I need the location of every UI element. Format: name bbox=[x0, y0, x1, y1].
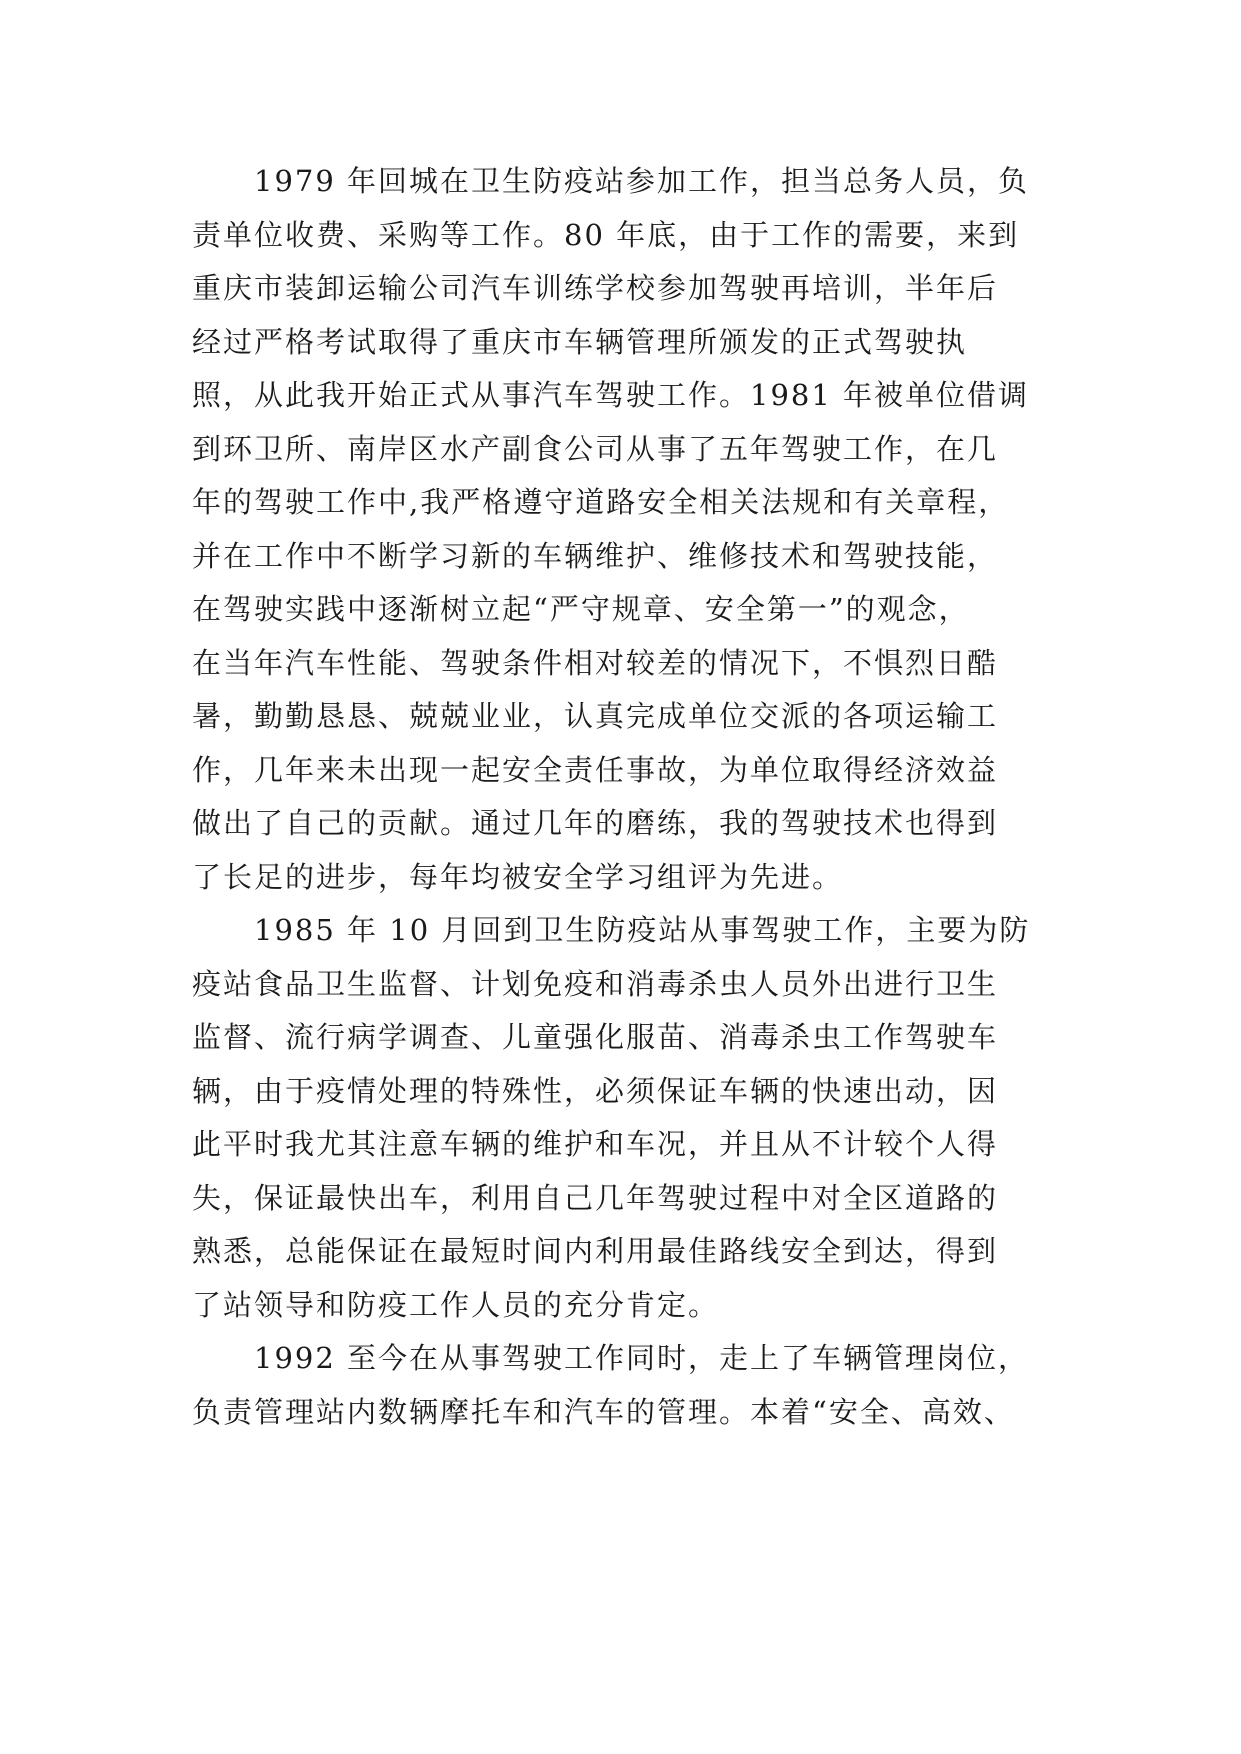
text-line: 照，从此我开始正式从事汽车驾驶工作。1981 年被单位借调 bbox=[192, 378, 1030, 412]
text-line: 到环卫所、南岸区水产副食公司从事了五年驾驶工作，在几 bbox=[192, 431, 999, 466]
text-line: 在驾驶实践中逐渐树立起“严守规章、安全第一”的观念， bbox=[192, 592, 970, 626]
text-line: 责单位收费、采购等工作。80 年底，由于工作的需要，来到 bbox=[192, 217, 1020, 252]
text-line: 年的驾驶工作中,我严格遵守道路安全相关法规和有关章程， bbox=[192, 485, 1010, 519]
text-line: 1992 至今在从事驾驶工作同时，走上了车辆管理岗位， bbox=[254, 1341, 1030, 1375]
text-line: 1985 年 10 月回到卫生防疫站从事驾驶工作，主要为防 bbox=[254, 913, 1031, 947]
text-line: 熟悉，总能保证在最短时间内利用最佳路线安全到达，得到 bbox=[192, 1234, 999, 1268]
text-line: 经过严格考试取得了重庆市车辆管理所颁发的正式驾驶执 bbox=[192, 324, 968, 359]
text-line: 辆，由于疫情处理的特殊性，必须保证车辆的快速出动，因 bbox=[192, 1073, 999, 1108]
text-line: 做出了自己的贡献。通过几年的磨练，我的驾驶技术也得到 bbox=[192, 806, 999, 840]
paragraph-1 bbox=[192, 155, 1068, 904]
paragraph-2 bbox=[192, 904, 1068, 1332]
text-line: 此平时我尤其注意车辆的维护和车况，并且从不计较个人得 bbox=[192, 1127, 999, 1161]
text-line: 暑，勤勤恳恳、兢兢业业，认真完成单位交派的各项运输工 bbox=[192, 699, 999, 733]
text-line: 作，几年来未出现一起安全责任事故，为单位取得经济效益 bbox=[192, 752, 999, 787]
text-line: 监督、流行病学调查、儿童强化服苗、消毒杀虫工作驾驶车 bbox=[192, 1020, 999, 1054]
text-line: 失，保证最快出车，利用自己几年驾驶过程中对全区道路的 bbox=[192, 1180, 999, 1215]
text-line: 负责管理站内数辆摩托车和汽车的管理。本着“安全、高效、 bbox=[192, 1394, 1015, 1429]
text-line: 重庆市装卸运输公司汽车训练学校参加驾驶再培训，半年后 bbox=[192, 271, 999, 305]
body-text bbox=[192, 155, 1068, 1439]
text-line: 疫站食品卫生监督、计划免疫和消毒杀虫人员外出进行卫生 bbox=[192, 966, 999, 1001]
text-line: 1979 年回城在卫生防疫站参加工作，担当总务人员，负 bbox=[254, 164, 1030, 198]
paragraph-3 bbox=[192, 1332, 1068, 1439]
text-line: 了站领导和防疫工作人员的充分肯定。 bbox=[192, 1287, 720, 1322]
text-line: 并在工作中不断学习新的车辆维护、维修技术和驾驶技能， bbox=[192, 538, 999, 573]
text-line: 在当年汽车性能、驾驶条件相对较差的情况下，不惧烈日酷 bbox=[192, 645, 999, 680]
text-line: 了长足的进步，每年均被安全学习组评为先进。 bbox=[192, 859, 844, 894]
